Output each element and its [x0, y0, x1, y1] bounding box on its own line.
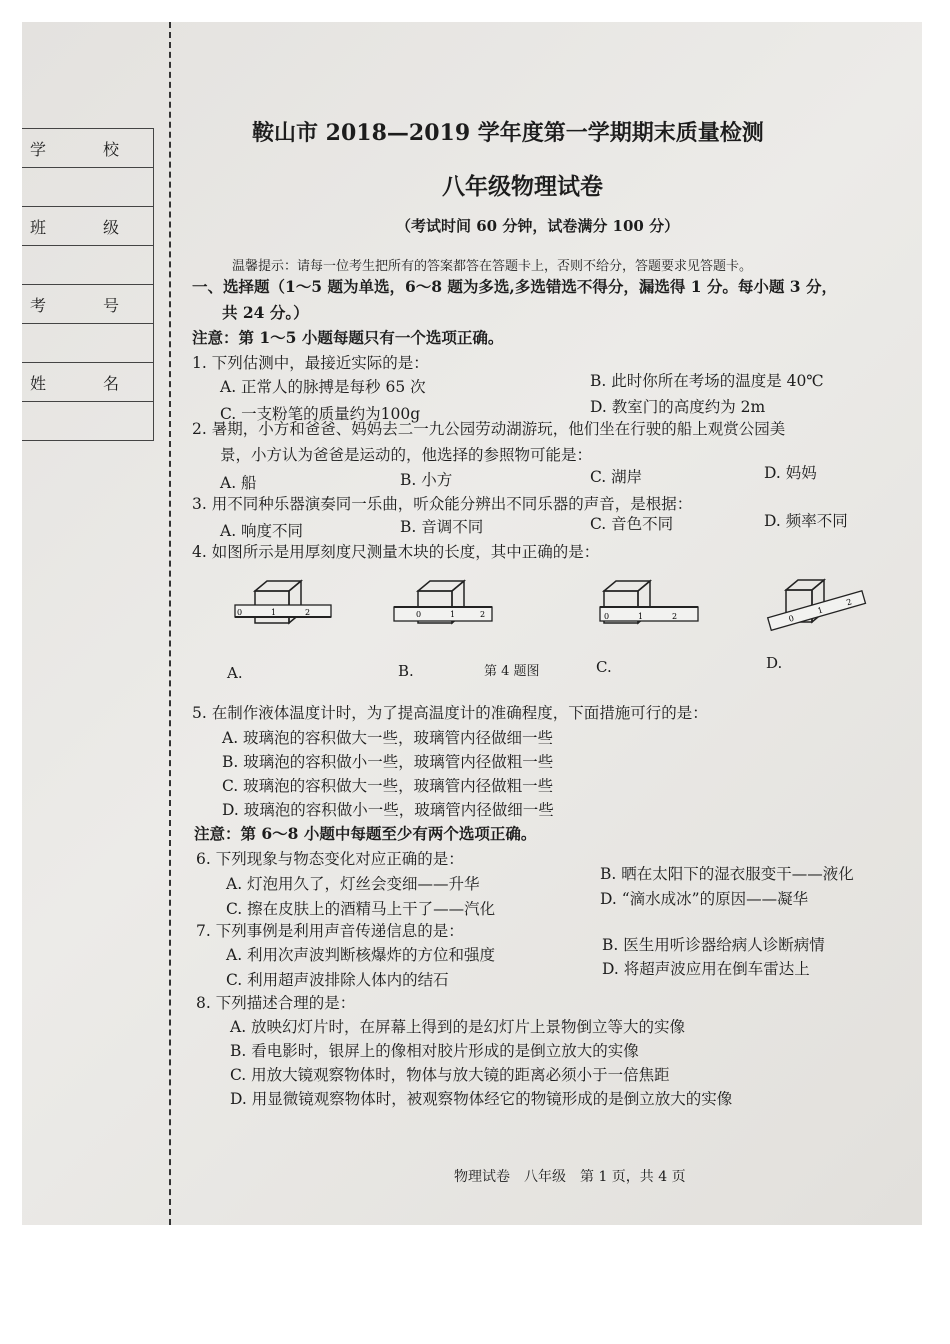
q2-option-c[interactable]: C. 湖岸 [590, 468, 643, 486]
tick-label-0: 0 [416, 610, 422, 619]
ruler [394, 607, 492, 621]
q4-option-a[interactable]: A. [227, 664, 243, 682]
q5-option-c[interactable]: C. 玻璃泡的容积做大一些，玻璃管内径做粗一些 [222, 777, 554, 795]
name-field[interactable] [22, 402, 154, 441]
q1-option-b[interactable]: B. 此时你所在考场的温度是 40℃ [590, 372, 824, 390]
cut-line [169, 22, 171, 1225]
q5-stem: 5. 在制作液体温度计时，为了提高温度计的准确程度，下面措施可行的是： [192, 704, 708, 722]
q5-option-b[interactable]: B. 玻璃泡的容积做小一些，玻璃管内径做粗一些 [222, 753, 554, 771]
tick-label-2: 2 [305, 608, 311, 617]
q1-stem: 1. 下列估测中，最接近实际的是： [192, 354, 429, 372]
q1-option-c[interactable]: C. 一支粉笔的质量约为100g [220, 405, 421, 423]
tip-text: 温馨提示：请每一位考生把所有的答案都答在答题卡上，否则不给分，答题要求见答题卡。 [232, 259, 753, 274]
ruler [235, 605, 331, 617]
exam-title: 鞍山市 2018—2019 学年度第一学期期末质量检测 [252, 120, 764, 146]
q8-option-d[interactable]: D. 用显微镜观察物体时，被观察物体经它的物镜形成的是倒立放大的实像 [230, 1090, 733, 1108]
q3-stem: 3. 用不同种乐器演奏同一乐曲，听众能分辨出不同乐器的声音，是根据： [192, 495, 693, 513]
q8-option-c[interactable]: C. 用放大镜观察物体时，物体与放大镜的距离必须小于一倍焦距 [230, 1066, 670, 1084]
exam-number-label: 考 号 [22, 285, 154, 324]
q1-option-d[interactable]: D. 教室门的高度约为 2m [590, 398, 766, 416]
q4-stem: 4. 如图所示是用厚刻度尺测量木块的长度，其中正确的是： [192, 543, 600, 561]
q7-option-c[interactable]: C. 利用超声波排除人体内的结石 [226, 971, 449, 989]
q1-option-a[interactable]: A. 正常人的脉搏是每秒 65 次 [220, 378, 426, 396]
q4-figure-d [762, 572, 872, 652]
q7-option-d[interactable]: D. 将超声波应用在倒车雷达上 [602, 960, 810, 978]
tick-label-0: 0 [237, 608, 243, 617]
q6-stem: 6. 下列现象与物态变化对应正确的是： [196, 850, 464, 868]
q4-option-d[interactable]: D. [766, 654, 783, 672]
q3-option-c[interactable]: C. 音色不同 [590, 515, 674, 533]
q4-figure-caption: 第 4 题图 [484, 664, 540, 679]
exam-sheet [22, 22, 922, 1225]
q4-figure-c [594, 577, 704, 657]
school-field[interactable] [22, 168, 154, 207]
q6-option-b[interactable]: B. 晒在太阳下的湿衣服变干——液化 [600, 865, 854, 883]
q3-option-b[interactable]: B. 音调不同 [400, 518, 484, 536]
q4-figure-a [227, 577, 337, 657]
class-field[interactable] [22, 246, 154, 285]
q4-option-b[interactable]: B. [398, 662, 414, 680]
student-info-table [22, 128, 154, 441]
exam-subtitle: 八年级物理试卷 [442, 173, 603, 200]
tick-label-2: 2 [672, 612, 678, 621]
name-label: 姓 名 [22, 363, 154, 402]
class-label: 班 级 [22, 207, 154, 246]
q5-option-a[interactable]: A. 玻璃泡的容积做大一些，玻璃管内径做细一些 [222, 729, 554, 747]
q6-option-d[interactable]: D. “滴水成冰”的原因——凝华 [600, 890, 809, 908]
tick-label-0: 0 [604, 612, 610, 621]
tick-label-1: 1 [271, 608, 277, 617]
page-footer: 物理试卷 八年级 第 1 页，共 4 页 [454, 1169, 686, 1185]
q4-figure-b [388, 577, 498, 657]
note-single-choice: 注意：第 1～5 小题每题只有一个选项正确。 [192, 328, 504, 347]
q2-option-d[interactable]: D. 妈妈 [764, 464, 817, 482]
tick-label-1: 1 [638, 612, 644, 621]
q3-option-d[interactable]: D. 频率不同 [764, 512, 848, 530]
tick-label-1: 1 [816, 605, 824, 616]
q7-option-b[interactable]: B. 医生用听诊器给病人诊断病情 [602, 936, 825, 954]
q6-option-c[interactable]: C. 擦在皮肤上的酒精马上干了——汽化 [226, 900, 496, 918]
q2-stem-line2: 景，小方认为爸爸是运动的，他选择的参照物可能是： [220, 446, 593, 464]
q8-stem: 8. 下列描述合理的是： [196, 994, 356, 1012]
exam-info: （考试时间 60 分钟，试卷满分 100 分） [396, 217, 680, 235]
q6-option-a[interactable]: A. 灯泡用久了，灯丝会变细——升华 [226, 875, 480, 893]
tick-label-1: 1 [450, 610, 456, 619]
q7-stem: 7. 下列事例是利用声音传递信息的是： [196, 922, 464, 940]
note-multiple-choice: 注意：第 6～8 小题中每题至少有两个选项正确。 [194, 824, 537, 843]
section1-heading-cont: 共 24 分。） [222, 303, 309, 322]
q8-option-b[interactable]: B. 看电影时，银屏上的像相对胶片形成的是倒立放大的实像 [230, 1042, 639, 1060]
q8-option-a[interactable]: A. 放映幻灯片时，在屏幕上得到的是幻灯片上景物倒立等大的实像 [230, 1018, 686, 1036]
exam-number-field[interactable] [22, 324, 154, 363]
q2-option-a[interactable]: A. 船 [220, 474, 257, 492]
ruler [600, 607, 698, 621]
tick-label-0: 0 [787, 613, 796, 624]
ruler [768, 591, 866, 631]
tick-label-2: 2 [845, 597, 853, 608]
school-label: 学 校 [22, 129, 154, 168]
section1-heading: 一、选择题（1～5 题为单选，6～8 题为多选,多选错选不得分，漏选得 1 分。每小题 3 分， [192, 277, 837, 296]
q4-option-c[interactable]: C. [596, 658, 612, 676]
q7-option-a[interactable]: A. 利用次声波判断核爆炸的方位和强度 [226, 946, 496, 964]
q3-option-a[interactable]: A. 响度不同 [220, 522, 304, 540]
q2-stem-line1: 2. 暑期，小方和爸爸、妈妈去二一九公园劳动湖游玩，他们坐在行驶的船上观赏公园美 [192, 420, 786, 438]
q5-option-d[interactable]: D. 玻璃泡的容积做小一些，玻璃管内径做细一些 [222, 801, 554, 819]
tick-label-2: 2 [480, 610, 486, 619]
q2-option-b[interactable]: B. 小方 [400, 471, 453, 489]
